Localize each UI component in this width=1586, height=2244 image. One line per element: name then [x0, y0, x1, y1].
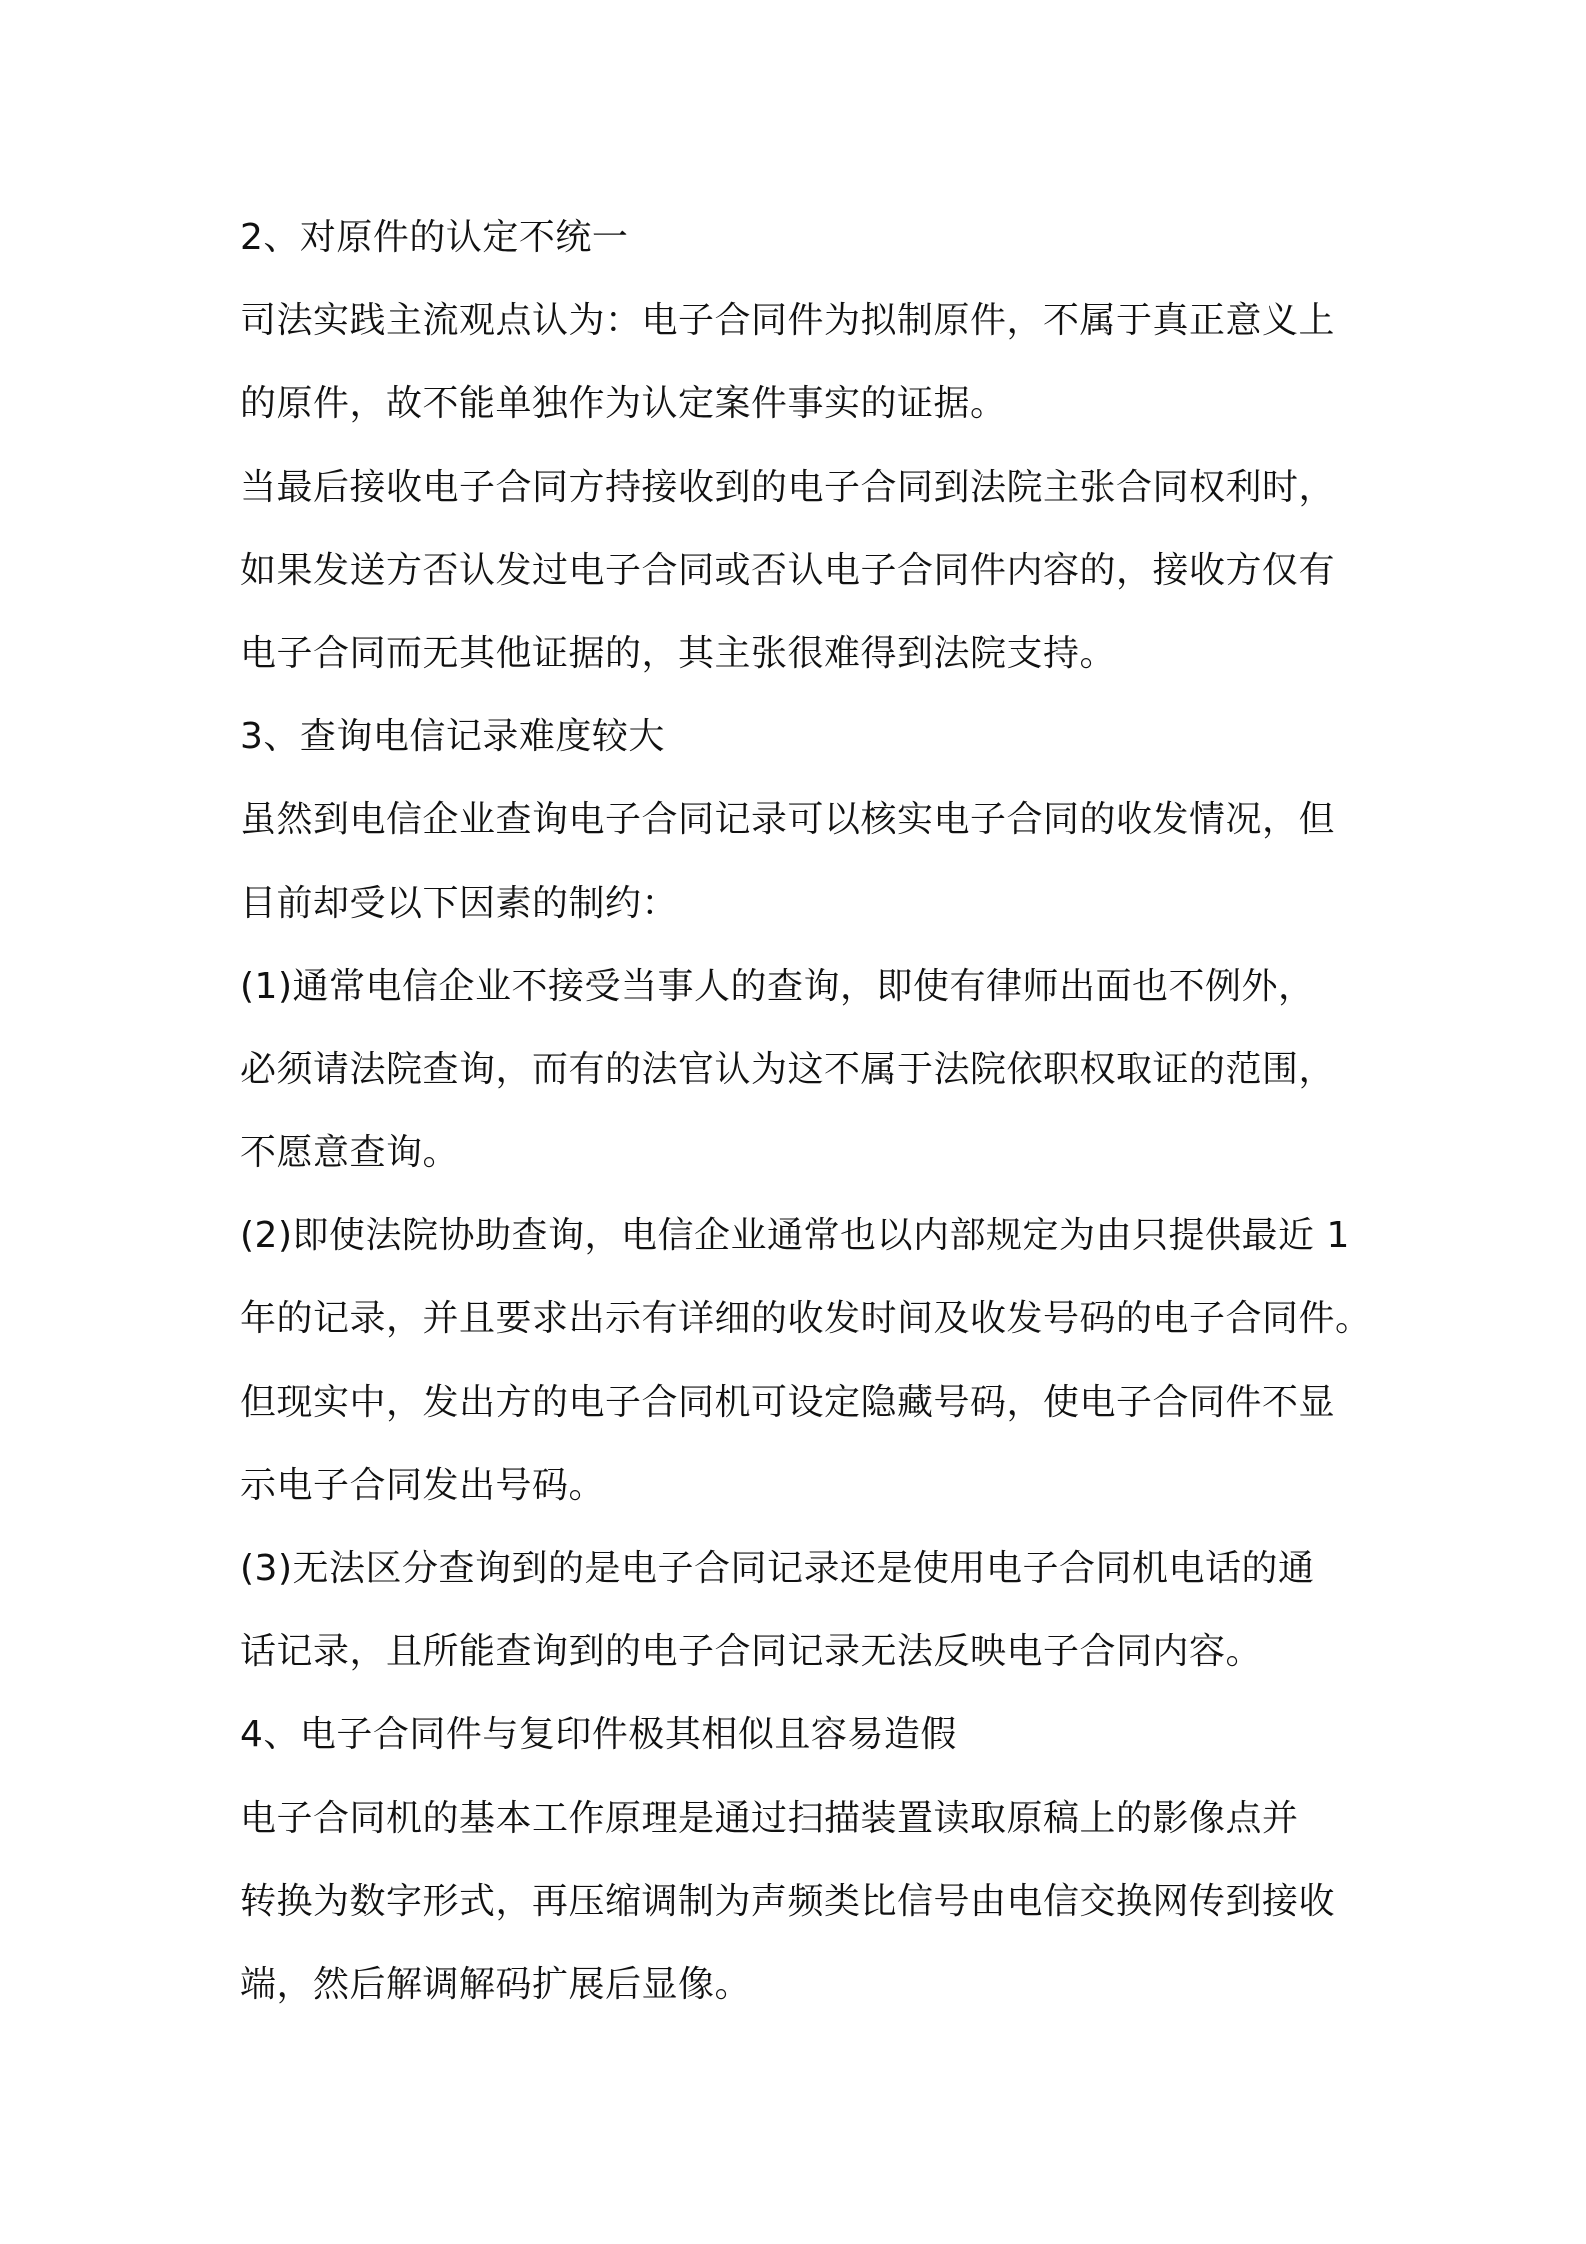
paragraph-line: 端，然后解调解码扩展后显像。	[240, 1963, 752, 2005]
paragraph-line: 的原件，故不能单独作为认定案件事实的证据。	[240, 383, 1007, 425]
document-body	[240, 196, 1370, 2026]
section-heading-3: 3、查询电信记录难度较大	[240, 716, 665, 758]
paragraph-line: 年的记录，并且要求出示有详细的收发时间及收发号码的电子合同件。	[240, 1298, 1372, 1340]
paragraph-line: 不愿意查询。	[240, 1132, 460, 1174]
list-item-2: (2)即使法院协助查询，电信企业通常也以内部规定为由只提供最近 1	[240, 1215, 1350, 1257]
paragraph-line: 电子合同机的基本工作原理是通过扫描装置读取原稿上的影像点并	[240, 1797, 1299, 1839]
paragraph-line: 转换为数字形式，再压缩调制为声频类比信号由电信交换网传到接收	[240, 1880, 1336, 1922]
section-heading-4: 4、电子合同件与复印件极其相似且容易造假	[240, 1714, 957, 1756]
paragraph-line: 司法实践主流观点认为：电子合同件为拟制原件，不属于真正意义上	[240, 300, 1336, 342]
paragraph-line: 虽然到电信企业查询电子合同记录可以核实电子合同的收发情况，但	[240, 799, 1336, 841]
list-item-3: (3)无法区分查询到的是电子合同记录还是使用电子合同机电话的通	[240, 1548, 1315, 1589]
paragraph-line: 话记录，且所能查询到的电子合同记录无法反映电子合同内容。	[240, 1631, 1263, 1673]
list-item-1: (1)通常电信企业不接受当事人的查询，即使有律师出面也不例外，	[240, 965, 1315, 1007]
paragraph-line: 但现实中，发出方的电子合同机可设定隐藏号码，使电子合同件不显	[240, 1381, 1336, 1423]
paragraph-line: 电子合同而无其他证据的，其主张很难得到法院支持。	[240, 632, 1117, 674]
paragraph-line: 示电子合同发出号码。	[240, 1464, 606, 1506]
paragraph-line: 目前却受以下因素的制约：	[240, 882, 679, 924]
paragraph-line: 当最后接收电子合同方持接收到的电子合同到法院主张合同权利时，	[240, 466, 1336, 508]
paragraph-line: 必须请法院查询，而有的法官认为这不属于法院依职权取证的范围，	[240, 1048, 1336, 1090]
section-heading-2: 2、对原件的认定不统一	[240, 217, 629, 258]
paragraph-line: 如果发送方否认发过电子合同或否认电子合同件内容的，接收方仅有	[240, 549, 1336, 591]
